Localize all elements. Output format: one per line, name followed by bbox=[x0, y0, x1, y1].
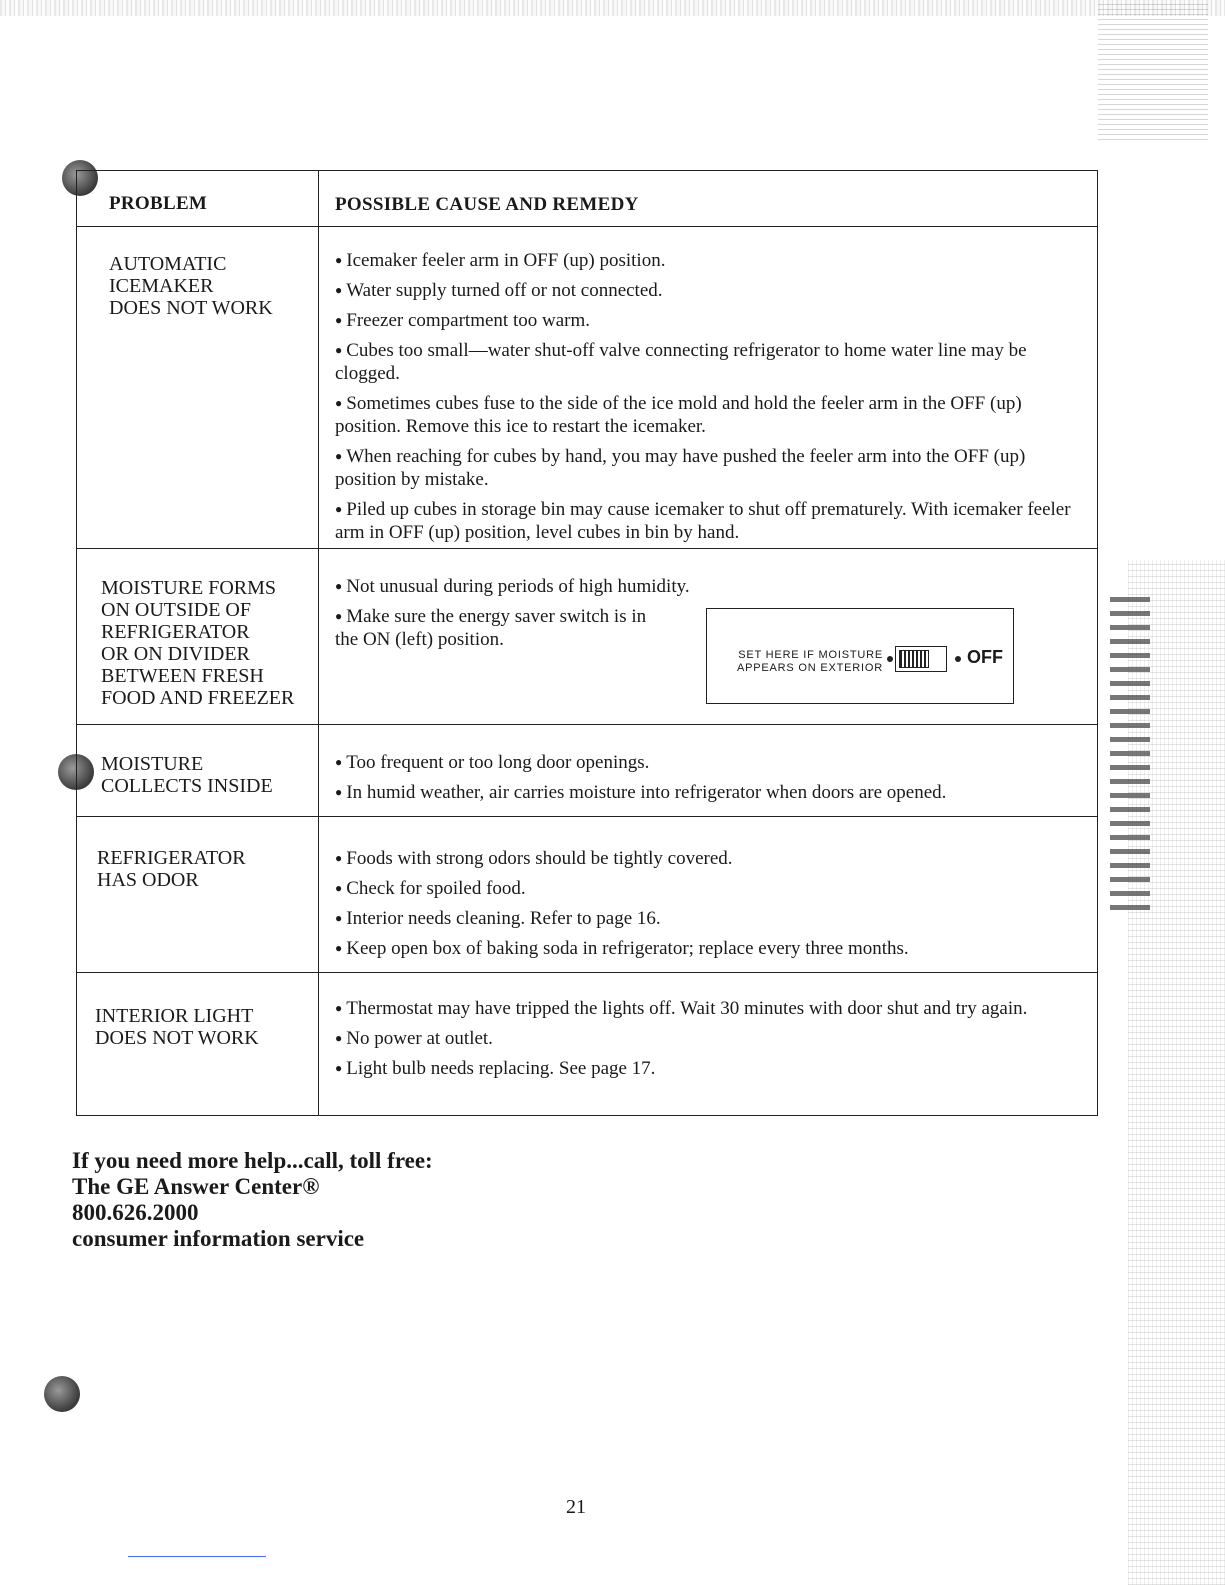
list-item: ● Icemaker feeler arm in OFF (up) position. bbox=[335, 250, 666, 271]
page-number: 21 bbox=[566, 1496, 586, 1518]
list-item: ● When reaching for cubes by hand, you may have pushed the feeler arm into the OFF (up) position by mistake. bbox=[335, 446, 1026, 490]
list-item: ● Foods with strong odors should be tightly covered. bbox=[335, 848, 733, 869]
bullet-icon: ● bbox=[335, 851, 343, 865]
list-item: ● Keep open box of baking soda in refrigerator; replace every three months. bbox=[335, 938, 909, 959]
problem-line: ON OUTSIDE OF bbox=[101, 599, 251, 621]
bullet-icon: ● bbox=[335, 1031, 343, 1045]
problem-line: BETWEEN FRESH bbox=[101, 665, 264, 687]
list-item: ● Interior needs cleaning. Refer to page 16. bbox=[335, 908, 661, 929]
table-header-row bbox=[77, 171, 1097, 227]
problem-cell bbox=[77, 549, 319, 724]
scan-artifact-marks bbox=[1110, 590, 1150, 910]
list-item: ● Freezer compartment too warm. bbox=[335, 310, 590, 331]
off-dot-icon bbox=[955, 656, 961, 662]
table-row-icemaker bbox=[77, 227, 1097, 549]
on-dot-icon bbox=[887, 656, 893, 662]
bullet-icon: ● bbox=[335, 1061, 343, 1075]
problem-line: COLLECTS INSIDE bbox=[101, 775, 273, 797]
bullet-icon: ● bbox=[335, 941, 343, 955]
bullet-icon: ● bbox=[335, 579, 343, 593]
bullet-icon: ● bbox=[335, 283, 343, 297]
help-line: If you need more help...call, toll free: bbox=[72, 1148, 433, 1173]
table-row-light bbox=[77, 973, 1097, 1115]
bullet-icon: ● bbox=[335, 609, 343, 623]
problem-line: MOISTURE FORMS bbox=[101, 577, 277, 599]
scan-artifact-line bbox=[128, 1556, 266, 1557]
bullet-icon: ● bbox=[335, 881, 343, 895]
list-item: ● Too frequent or too long door openings. bbox=[335, 752, 650, 773]
switch-slot bbox=[895, 646, 947, 672]
cause-cell bbox=[319, 817, 1097, 972]
problem-line: INTERIOR LIGHT bbox=[95, 1005, 254, 1027]
problem-cell bbox=[77, 973, 319, 1115]
bullet-icon: ● bbox=[335, 343, 343, 357]
binder-hole-icon bbox=[44, 1376, 80, 1412]
scan-artifact-corner bbox=[1098, 0, 1208, 140]
problem-line: OR ON DIVIDER bbox=[101, 643, 250, 665]
bullet-icon: ● bbox=[335, 785, 343, 799]
list-item: ● Check for spoiled food. bbox=[335, 878, 526, 899]
list-item: ● Not unusual during periods of high humidity. bbox=[335, 576, 690, 597]
table-row-odor bbox=[77, 817, 1097, 973]
bullet-icon: ● bbox=[335, 396, 343, 410]
list-item: ● Cubes too small—water shut-off valve connecting refrigerator to home water line may be clogged. bbox=[335, 340, 1027, 384]
problem-line: DOES NOT WORK bbox=[95, 1027, 259, 1049]
bullet-icon: ● bbox=[335, 1001, 343, 1015]
cause-cell bbox=[319, 725, 1097, 816]
switch-knob-icon bbox=[899, 650, 929, 668]
table-row-moisture-inside bbox=[77, 725, 1097, 817]
bullet-icon: ● bbox=[335, 449, 343, 463]
problem-line: MOISTURE bbox=[101, 753, 204, 775]
problem-line: DOES NOT WORK bbox=[109, 297, 273, 319]
bullet-icon: ● bbox=[335, 502, 343, 516]
switch-label: SET HERE IF MOISTURE APPEARS ON EXTERIOR bbox=[736, 649, 883, 674]
list-item: ● Light bulb needs replacing. See page 17. bbox=[335, 1058, 656, 1079]
problem-line: REFRIGERATOR bbox=[97, 847, 246, 869]
help-line: consumer information service bbox=[72, 1226, 365, 1251]
list-item: ● No power at outlet. bbox=[335, 1028, 493, 1049]
scan-artifact-top bbox=[0, 0, 1225, 16]
cause-cell bbox=[319, 227, 1097, 548]
cause-cell bbox=[319, 973, 1097, 1115]
bullet-icon: ● bbox=[335, 253, 343, 267]
list-item: ● Thermostat may have tripped the lights off. Wait 30 minutes with door shut and try again. bbox=[335, 998, 1028, 1019]
bullet-icon: ● bbox=[335, 755, 343, 769]
header-problem: PROBLEM bbox=[77, 171, 319, 226]
list-item: ● Sometimes cubes fuse to the side of the ice mold and hold the feeler arm in the OFF (up) position. Remove this ice to restart the icemaker. bbox=[335, 393, 1022, 437]
problem-cell bbox=[77, 227, 319, 548]
bullet-icon: ● bbox=[335, 911, 343, 925]
problem-line: FOOD AND FREEZER bbox=[101, 687, 295, 709]
switch-off-label: OFF bbox=[967, 647, 1003, 667]
problem-cell bbox=[77, 817, 319, 972]
help-line: The GE Answer Center® bbox=[72, 1174, 320, 1199]
help-section bbox=[72, 1148, 433, 1252]
problem-cell bbox=[77, 725, 319, 816]
list-item: ● Water supply turned off or not connected. bbox=[335, 280, 663, 301]
problem-line: ICEMAKER bbox=[109, 275, 214, 297]
help-phone: 800.626.2000 bbox=[72, 1200, 199, 1225]
problem-line: AUTOMATIC bbox=[109, 253, 227, 275]
problem-line: REFRIGERATOR bbox=[101, 621, 250, 643]
header-cause: POSSIBLE CAUSE AND REMEDY bbox=[335, 194, 639, 215]
list-item: ● In humid weather, air carries moisture into refrigerator when doors are opened. bbox=[335, 782, 947, 803]
problem-line: HAS ODOR bbox=[97, 869, 199, 891]
list-item: ● Piled up cubes in storage bin may cause icemaker to shut off prematurely. With icemaker feeler arm in OFF (up) position, level cubes in bin by hand. bbox=[335, 499, 1071, 543]
energy-saver-switch-diagram bbox=[706, 608, 1014, 704]
list-item: ● Make sure the energy saver switch is in the ON (left) position. bbox=[335, 606, 647, 650]
bullet-icon: ● bbox=[335, 313, 343, 327]
